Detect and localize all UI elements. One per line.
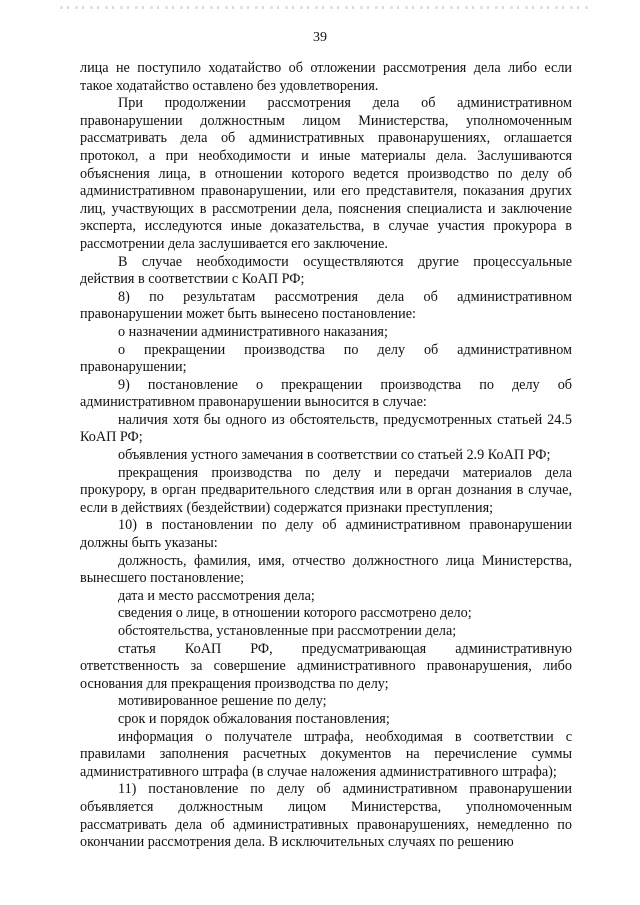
paragraph-19: информация о получателе штрафа, необходимая в соответствии с правилами заполнения расчетных документов на перечисление суммы административного штрафа (в случае наложения административного штрафа); — [80, 728, 572, 780]
document-body — [80, 60, 572, 852]
paragraph-14: сведения о лице, в отношении которого рассмотрено дело; — [118, 605, 472, 622]
paragraph-4: 8) по результатам рассмотрения дела об административном правонарушении может быть вынесено постановление: — [80, 288, 572, 323]
paragraph-20: 11) постановление по делу об административном правонарушении объявляется должностным лицом Министерства, уполномоченным рассматривать дела об административных правонарушениях, немедленно по окончании рассмотрения дела. В исключительных случаях по решению — [80, 781, 572, 851]
paragraph-8: наличия хотя бы одного из обстоятельств, предусмотренных статьей 24.5 КоАП РФ; — [80, 411, 572, 446]
paragraph-6: о прекращении производства по делу об административном правонарушении; — [80, 341, 572, 376]
paragraph-11: 10) в постановлении по делу об административном правонарушении должны быть указаны: — [80, 517, 572, 552]
paragraph-9: объявления устного замечания в соответствии со статьей 2.9 КоАП РФ; — [118, 447, 551, 464]
paragraph-15: обстоятельства, установленные при рассмотрении дела; — [118, 623, 457, 639]
paragraph-10: прекращения производства по делу и передачи материалов дела прокурору, в орган предварительного следствия или в орган дознания в случае, если в действиях (бездействии) содержатся признаки преступления; — [80, 464, 572, 516]
paragraph-1: лица не поступило ходатайство об отложении рассмотрения дела либо если такое ходатайство оставлено без удовлетворения. — [80, 60, 572, 94]
paragraph-5: о назначении административного наказания; — [118, 323, 388, 340]
page-number: 39 — [313, 30, 327, 45]
paragraph-17: мотивированное решение по делу; — [118, 693, 327, 710]
paragraph-7: 9) постановление о прекращении производства по делу об административном правонарушении выносится в случае: — [80, 376, 572, 411]
paragraph-12: должность, фамилия, имя, отчество должностного лица Министерства, вынесшего постановление; — [80, 552, 572, 587]
paragraph-16: статья КоАП РФ, предусматривающая административную ответственность за совершение административного правонарушения, либо основания для прекращения производства по делу; — [80, 640, 572, 692]
paragraph-2: При продолжении рассмотрения дела об административном правонарушении должностным лицом Министерства, уполномоченным рассматривать дела об административных правонарушениях, оглашается протокол, а при необходимости и иные материалы дела. Заслушиваются объяснения лица, в отношении которого ведется производство по делу об административном правонарушении, или его представителя, показания других лиц, участвующих в рассмотрении дела, пояснения специалиста и заключение эксперта, исследуются иные доказательства, в случае участия прокурора в рассмотрении дела заслушивается его заключение. — [80, 95, 572, 252]
paragraph-18: срок и порядок обжалования постановления; — [118, 710, 390, 727]
paragraph-13: дата и место рассмотрения дела; — [118, 587, 315, 604]
scan-artifact-strip — [60, 6, 590, 9]
paragraph-3: В случае необходимости осуществляются другие процессуальные действия в соответствии с КоАП РФ; — [80, 253, 572, 288]
